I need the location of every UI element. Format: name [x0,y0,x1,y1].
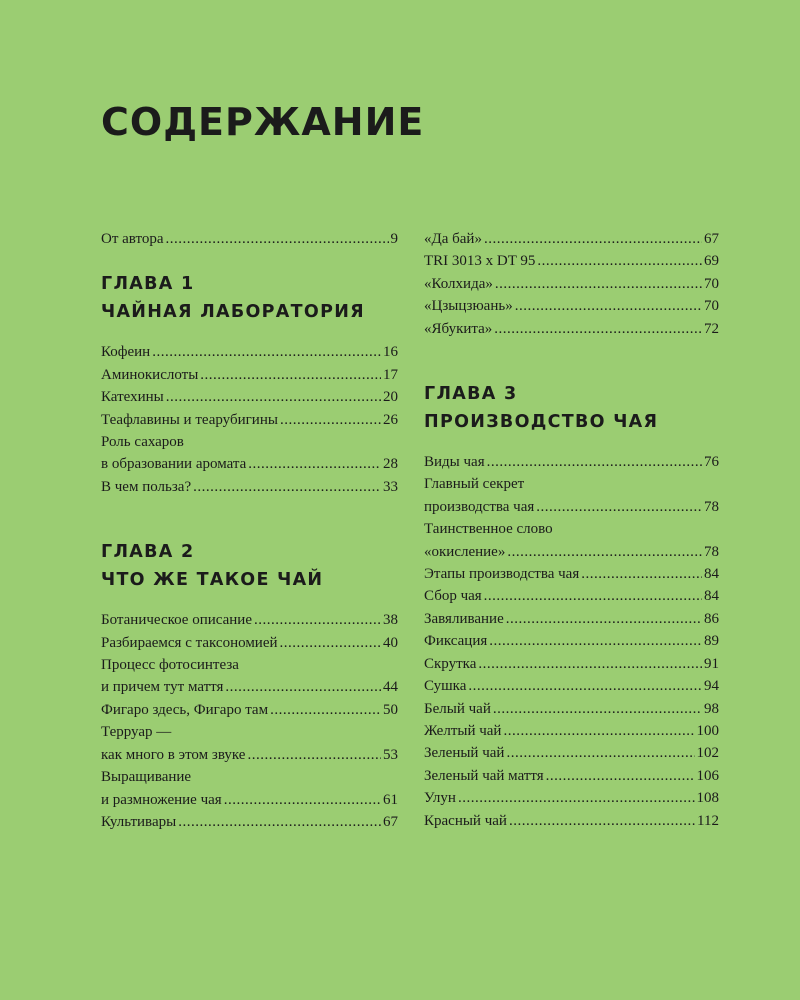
page-title: СОДЕРЖАНИЕ [101,100,425,144]
toc-entry[interactable] [424,630,719,652]
toc-entry[interactable] [101,386,398,408]
entry-title: Сбор чая [424,588,482,605]
entry-title: TRI 3013 x DT 95 [424,253,536,270]
dot-leader [458,787,695,809]
dot-leader [248,453,381,475]
entry-title: производства чая [424,498,535,515]
dot-leader [254,609,381,631]
dot-leader [152,341,381,363]
page-number: 61 [383,791,398,808]
page-number: 91 [704,655,719,672]
entry-title: Красный чай [424,812,507,829]
page-number: 17 [383,366,398,383]
toc-entry[interactable] [424,228,719,250]
entry-title: Скрутка [424,655,477,672]
entry-title-line[interactable]: Главный секрет [424,476,525,493]
toc-entry[interactable] [424,318,719,340]
entry-title: Зеленый чай маття [424,767,544,784]
page-number: 100 [696,722,719,739]
page-number: 20 [383,389,398,406]
entry-title: Культивары [101,813,177,830]
dot-leader [200,364,381,386]
page-number: 70 [704,275,719,292]
chapter-label: ГЛАВА 3 [424,384,518,405]
toc-entry[interactable] [424,787,719,809]
entry-title: «Колхида» [424,275,493,292]
toc-entry[interactable] [101,409,398,431]
page-number: 84 [704,566,719,583]
page-number: 67 [383,813,398,830]
dot-leader [280,409,381,431]
dot-leader [506,608,702,630]
entry-title: Белый чай [424,700,491,717]
page-number: 102 [696,745,719,762]
entry-title: Ботаническое описание [101,612,252,629]
entry-title-line[interactable]: Процесс фотосинтеза [101,657,239,674]
toc-entry[interactable] [101,364,398,386]
entry-title: Теафлавины и теарубигины [101,411,278,428]
page-number: 44 [383,679,398,696]
toc-entry[interactable] [424,563,719,585]
dot-leader [493,698,702,720]
dot-leader [166,386,381,408]
entry-title: «Ябукита» [424,320,493,337]
dot-leader [515,295,702,317]
toc-entry[interactable] [424,250,719,272]
entry-title-line[interactable]: Роль сахаров [101,434,184,451]
page-number: 112 [697,812,719,829]
toc-right-column [424,228,719,832]
toc-entry[interactable] [424,273,719,295]
toc-entry[interactable] [101,811,398,833]
entry-title: Сушка [424,678,467,695]
chapter-title: ПРОИЗВОДСТВО ЧАЯ [424,412,659,433]
chapter-label: ГЛАВА 1 [101,274,195,295]
entry-title: Фиксация [424,633,488,650]
dot-leader [536,496,702,518]
page-number: 98 [704,700,719,717]
dot-leader [193,476,381,498]
entry-title: Кофеин [101,344,151,361]
page-number: 69 [704,253,719,270]
page-number: 40 [383,634,398,651]
toc-entry[interactable] [424,496,719,518]
page-number: 72 [704,320,719,337]
dot-leader [509,810,695,832]
page-number: 84 [704,588,719,605]
dot-leader [478,653,702,675]
entry-title: Желтый чай [424,722,502,739]
entry-title: Завяливание [424,610,504,627]
toc-entry[interactable] [424,742,719,764]
entry-title: Аминокислоты [101,366,199,383]
chapter-label: ГЛАВА 2 [101,542,195,563]
dot-leader [487,451,702,473]
toc-entry[interactable] [101,676,398,698]
toc-entry[interactable] [424,765,719,787]
toc-entry[interactable] [101,476,398,498]
page-number: 53 [383,746,398,763]
entry-title: «Да бай» [424,231,482,247]
toc-left-column [101,228,398,833]
dot-leader [506,742,694,764]
entry-title: в образовании аромата [101,456,247,473]
dot-leader [537,250,702,272]
page-number: 38 [383,612,398,629]
entry-title: В чем польза? [101,478,192,495]
dot-leader [495,273,702,295]
entry-title: как много в этом звуке [101,746,246,763]
page-number: 70 [704,298,719,315]
page-number: 76 [704,454,719,471]
entry-title-line[interactable]: Терруар — [101,724,172,741]
page-number: 94 [704,678,719,695]
toc-entry[interactable] [424,653,719,675]
dot-leader [503,720,694,742]
dot-leader [225,676,381,698]
toc-entry[interactable] [424,541,719,563]
page-number: 50 [383,701,398,718]
toc-entry[interactable] [101,699,398,721]
entry-title: Катехины [101,389,164,406]
dot-leader [484,228,702,250]
toc-entry[interactable] [101,453,398,475]
entry-title-line[interactable]: Таинственное слово [424,521,553,538]
dot-leader [247,744,381,766]
dot-leader [270,699,381,721]
entry-title: и причем тут маття [101,679,224,696]
toc-entry[interactable] [101,341,398,363]
entry-title: и размножение чая [101,791,222,808]
chapter-title: ЧАЙНАЯ ЛАБОРАТОРИЯ [101,302,365,323]
dot-leader [489,630,702,652]
page-number: 89 [704,633,719,650]
toc-entry[interactable] [424,675,719,697]
dot-leader [166,228,389,250]
toc-entry[interactable] [101,228,398,250]
toc-entry[interactable] [101,609,398,631]
dot-leader [507,541,702,563]
toc-entry[interactable] [424,810,719,832]
dot-leader [468,675,702,697]
page-number: 108 [696,790,719,807]
entry-title: От автора [101,231,164,247]
entry-title: «окисление» [424,543,506,560]
page-number: 78 [704,543,719,560]
dot-leader [280,632,381,654]
toc-entry[interactable] [101,789,398,811]
page-number: 106 [696,767,719,784]
toc-entry[interactable] [424,720,719,742]
page-number: 67 [704,231,719,247]
toc-entry[interactable] [101,632,398,654]
entry-title: Этапы производства чая [424,566,580,583]
entry-title: Фигаро здесь, Фигаро там [101,701,269,718]
dot-leader [484,585,702,607]
page-number: 26 [383,411,398,428]
entry-title: Разбираемся с таксономией [101,634,278,651]
entry-title-line[interactable]: Выращивание [101,769,192,786]
toc-entry[interactable] [424,295,719,317]
toc-entry[interactable] [424,698,719,720]
page-number: 78 [704,498,719,515]
dot-leader [224,789,381,811]
entry-title: Улун [424,790,456,807]
toc-entry[interactable] [424,585,719,607]
dot-leader [581,563,702,585]
page-number: 9 [390,231,398,247]
dot-leader [494,318,702,340]
page-number: 86 [704,610,719,627]
toc-entry[interactable] [424,451,719,473]
chapter-title: ЧТО ЖЕ ТАКОЕ ЧАЙ [101,570,324,591]
toc-entry[interactable] [101,744,398,766]
entry-title: «Цзыцзюань» [424,298,513,315]
page-number: 28 [383,456,398,473]
page-number: 16 [383,344,398,361]
page-number: 33 [383,478,398,495]
entry-title: Виды чая [424,454,485,471]
dot-leader [546,765,695,787]
toc-entry[interactable] [424,608,719,630]
dot-leader [178,811,381,833]
entry-title: Зеленый чай [424,745,505,762]
